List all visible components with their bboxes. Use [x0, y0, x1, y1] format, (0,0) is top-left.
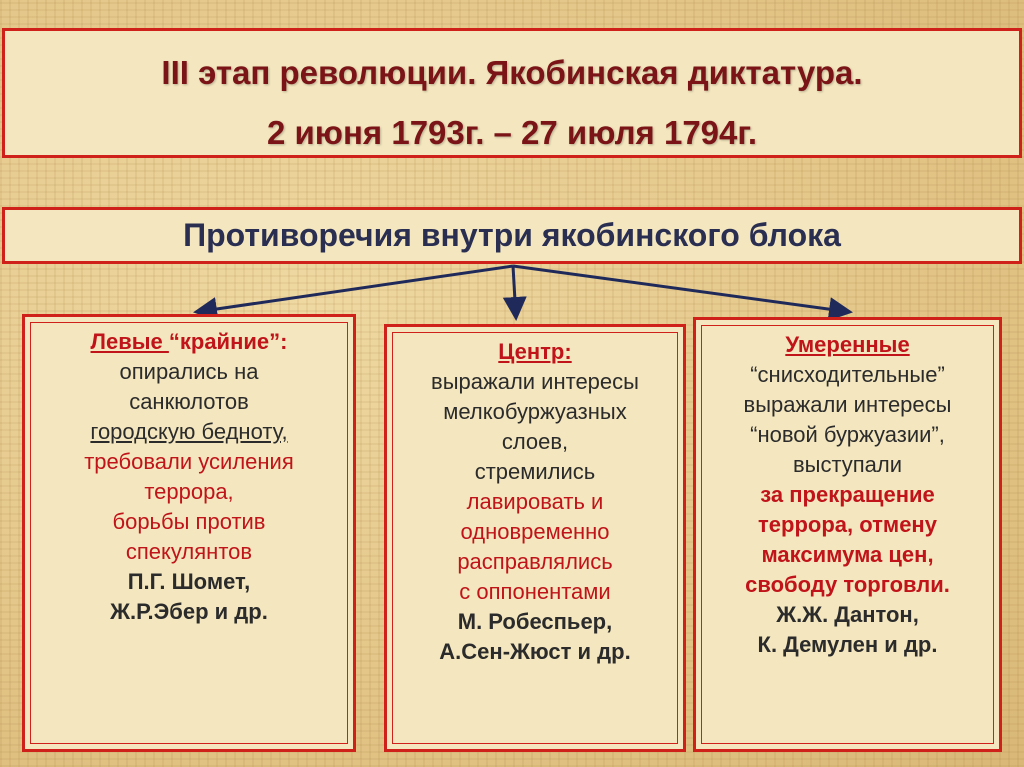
arrow-left — [196, 266, 513, 312]
header-dates: 2 июня 1793г. – 27 июля 1794г. — [267, 114, 757, 151]
text-line: опирались на — [119, 359, 259, 384]
text-line: лавировать и — [466, 489, 604, 514]
names-line: Ж.Р.Эбер и др. — [110, 599, 268, 624]
arrow-right — [513, 266, 850, 312]
text-line: террора, отмену — [758, 512, 937, 537]
text-line: спекулянтов — [125, 539, 253, 564]
text-line: с оппонентами — [459, 579, 611, 604]
subtitle-text: Противоречия внутри якобинского блока — [183, 217, 841, 253]
text-line: борьбы против — [112, 509, 266, 534]
text-line: свободу торговли. — [745, 572, 950, 597]
header-title: III этап революции. Якобинская диктатура. — [161, 54, 863, 91]
text-line: требовали усиления — [84, 449, 294, 474]
names-line: П.Г. Шомет, — [127, 569, 251, 594]
text-line: “снисходительные” — [750, 362, 945, 387]
names-line: М. Робеспьер, — [457, 609, 613, 634]
text-line: выступали — [792, 452, 903, 477]
title-part2: “крайние”: — [168, 329, 288, 354]
column-title: Умеренные — [785, 332, 910, 357]
text-line: расправлялись — [457, 549, 613, 574]
text-line: за прекращение — [760, 482, 935, 507]
names-line: А.Сен-Жюст и др. — [439, 639, 631, 664]
column-center — [384, 324, 686, 752]
names-line: К. Демулен и др. — [757, 632, 938, 657]
text-line: максимума цен, — [761, 542, 934, 567]
names-line: Ж.Ж. Дантон, — [776, 602, 919, 627]
text-line: выражали интересы — [743, 392, 952, 417]
text-line: мелкобуржуазных — [443, 399, 627, 424]
text-line: “новой буржуазии”, — [750, 422, 945, 447]
title-part1: Левые — [90, 329, 169, 354]
column-left-radicals — [22, 314, 356, 752]
column-title: Центр: — [498, 339, 572, 364]
arrow-center — [513, 266, 516, 318]
text-line: выражали интересы — [431, 369, 639, 394]
text-line: одновременно — [460, 519, 610, 544]
column-moderates — [693, 317, 1002, 752]
text-line: террора, — [144, 479, 234, 504]
column-title — [25, 327, 353, 357]
text-line: слоев, — [501, 429, 569, 454]
text-line: стремились — [474, 459, 596, 484]
text-line: санкюлотов — [129, 389, 249, 414]
text-line: городскую бедноту, — [90, 419, 288, 444]
